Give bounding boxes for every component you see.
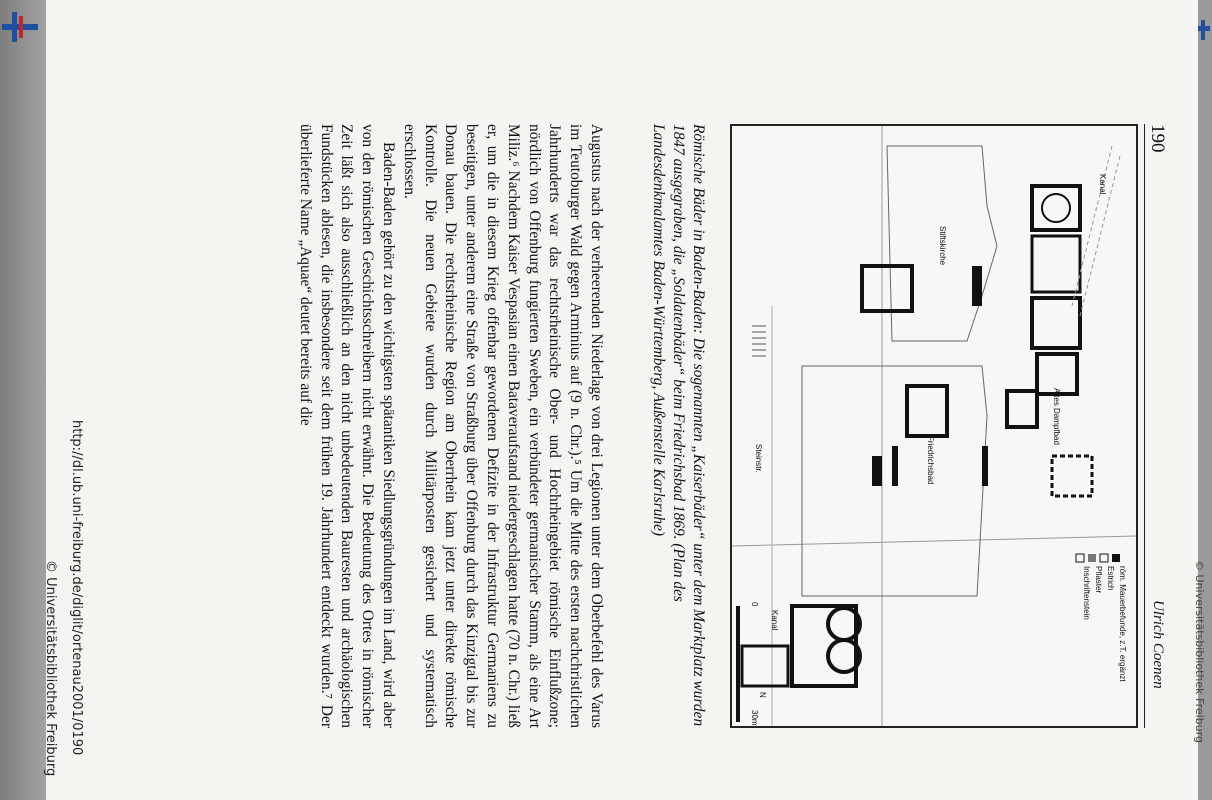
sidebar-url[interactable]: http://dl.ub.uni-freiburg.de/diglit/ortenau2001/0190: [69, 420, 84, 756]
label-steinstr: Steinstr.: [754, 444, 763, 473]
figure-caption: Römische Bäder in Baden-Baden: Die sogenannten „Kaiserbäder“ unter dem Marktplatz wurden 1847 ausgegraben, die „Soldatenbäder“ beim Friedrichsbad 1869. (Plan des Landesdenkmalamtes Baden-Württemberg, Außenstelle Karlsruhe): [649, 124, 707, 727]
left-gutter: [0, 0, 46, 800]
map-legend: [1076, 554, 1127, 682]
running-head-author: Ulrich Coenen: [1150, 600, 1166, 689]
header-rule: [1144, 124, 1145, 728]
legend-item-inschrift: Inschriftenstein: [1082, 566, 1091, 620]
label-altes-dampfbad: Altes Dampfbad: [1052, 388, 1061, 445]
body-paragraph: Augustus nach der verheerenden Niederlage von drei Legionen unter dem Oberbefehl des Varus im Teutoburger Wald gegen Arminius auf (9 n. Chr.).⁵ Um die Mitte des ersten nachchristlichen Jahrhunderts war das rechtsrheinische Ober- und Hochrheingebiet römische Einflußzone; nördlich von Offenburg fungierten Sweben, ein verbündeter germanischer Stamm, als eine Art Miliz.⁶ Nachdem Kaiser Vespasian einen Bataveraufstand niedergeschlagen hatte (70 n. Chr.) ließ er, um die in diesem Krieg offenbar gewordenen Defizite in der Infrastruktur Germaniens zu beseitigen, unter anderem eine Straße von Straßburg über Offenburg durch das Kinzigtal bis zur Donau bauen. Die rechtsrheinische Region am Oberrhein kam jetzt unter direkte römische Kontrolle. Die neuen Gebiete wurden durch Militärposten gesichert und systematisch erschlossen.: [400, 124, 605, 728]
legend-item-walls: röm. Mauerbefunde, z.T. ergänzt: [1118, 566, 1127, 682]
label-friedrichsbad: Friedrichsbad: [926, 436, 935, 485]
scale-end: 30m: [750, 710, 759, 726]
bath-plan-figure: [730, 124, 1138, 728]
sidebar-copyright: © Universitätsbibliothek Freiburg: [43, 560, 58, 777]
legend-item-estrich: Estrich: [1106, 566, 1115, 591]
scanned-page: [43, 0, 1206, 800]
scale-start: 0: [750, 602, 759, 607]
label-kanal-right: Kanal: [770, 610, 779, 631]
label-stiftskirche: Stiftskirche: [938, 226, 947, 266]
body-text: [294, 124, 606, 728]
label-kanal-top: Kanal: [1098, 174, 1107, 195]
page-number: 190: [1147, 124, 1168, 153]
right-edge-stamp: © Universitätsbibliothek Freiburg: [1193, 560, 1206, 743]
site-plan-map: [732, 126, 1136, 726]
library-logo-icon: [2, 12, 38, 42]
legend-item-pflaster: Pflaster: [1094, 566, 1103, 594]
library-logo-icon-right: [1198, 20, 1210, 40]
body-paragraph: Baden-Baden gehört zu den wichtigsten spätantiken Siedlungsgründungen im Land, wird aber von den römischen Geschichtsschreibern nicht erwähnt. Die Bedeutung des Ortes in römischer Zeit läßt sich also ausschließlich an den nicht unbedeutenden Bauresten und archäologischen Fundstücken ablesen, die insbesondere seit dem frühen 19. Jahrhundert entdeckt wurden.⁷ Der überlieferte Name „Aquae“ deutet bereits auf die: [296, 124, 398, 728]
label-north: N: [758, 692, 767, 698]
